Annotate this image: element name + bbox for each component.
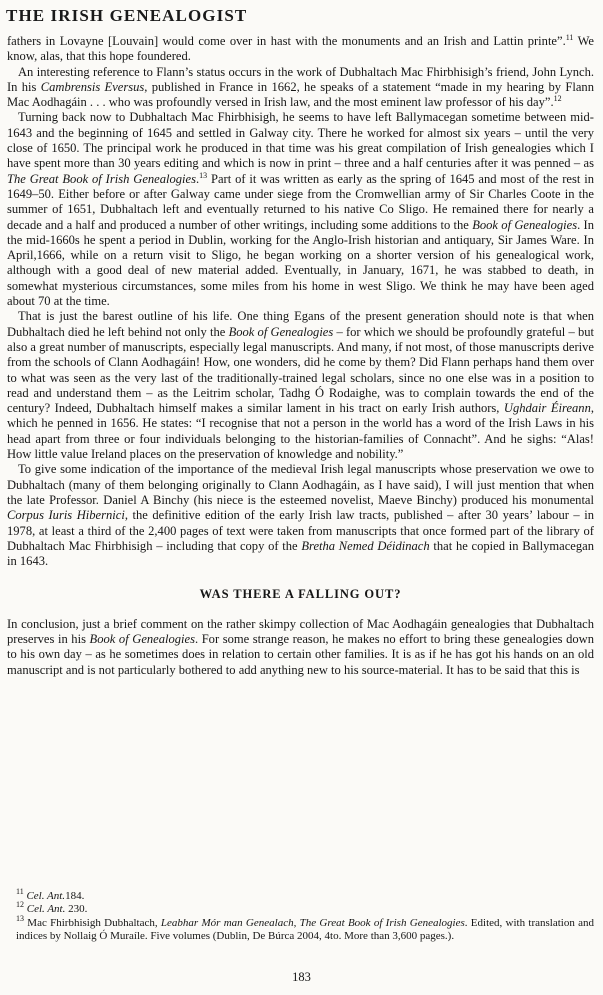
paragraph-3: Turning back now to Dubhaltach Mac Fhirbhisigh, he seems to have left Ballymacegan sometime between mid-1643 and the beginning of 1645 and settled in Galway city. There he worked for almost six years – until the very close of 1650. The principal work he produced in that time was his great compilation of Irish genealogies which I have spent more than 30 years editing and which is now in print – three and a half centuries after it was penned – as The Great Book of Irish Genealogies.$^{13}$ Part of it was written as early as the spring of 1645 and most of the rest in 1649–50. Either before or after Galway came under siege from the Cromwellian army of Sir Charles Coote in the summer of 1651, Dubhaltach left and eventually returned to his native Co Sligo. He remained there for nearly a decade and a half and produced a number of other writings, including some additions to the Book of Genealogies. In the mid-1660s he spent a period in Dublin, working for the Anglo-Irish historian and antiquary, Sir James Ware. In April,1666, while on a return visit to Sligo, he began working on a shorter version of his genealogical work, although with a good deal of new material added. Eventually, in January, 1671, he was stabbed to death, in somewhat mysterious circumstances, some miles from his home in west Sligo. We think he may have been aged about 70 at the time. xyxy=(7,110,594,309)
footnote-11: $^{11}$ Cel. Ant.184. xyxy=(16,887,85,902)
footnote-12: $^{12}$ Cel. Ant. 230. xyxy=(16,900,88,916)
footnote-ref-11[interactable]: 11 xyxy=(565,33,574,42)
section-heading: WAS THERE A FALLING OUT? xyxy=(199,587,402,602)
footnote-ref-12[interactable]: 12 xyxy=(553,94,562,104)
paragraph-6: In conclusion, just a brief comment on the rather skimpy collection of Mac Aodhagáin genealogies that Dubhaltach preserves in his Book of Genealogies. For some strange reason, he makes no effort to bring these genealogies down to his own day – as he sometimes does in relation to certain other families. It is as if he has got his hands on an old manuscript and is not particularly bothered to add anything new to his source-material. It has to be said that this is xyxy=(7,616,595,677)
body-text xyxy=(7,34,594,678)
page-number: 183 xyxy=(292,970,311,984)
paragraph-5: To give some indication of the importance of the medieval Irish legal manuscripts whose preservation we owe to Dubhaltach (many of them belonging originally to Clann Aodhagáin, as I have said), I will just mention that when the late Professor. Daniel A Binchy (his niece is the esteemed novelist, Maeve Binchy) produced his monumental Corpus Iuris Hibernici, the definitive edition of the early Irish law tracts, published – after 30 years’ labour – in 1978, at least a third of the 2,400 pages of text were taken from manuscripts that once formed part of the library of Dubhaltach Mac Fhirbhisigh – including that copy of the Bretha Nemed Déidinach that he copied in Ballymacegan in 1643. xyxy=(7,462,594,569)
paragraph-1: fathers in Lovayne [Louvain] would come over in hast with the monuments and an Irish and Lattin printe”.$^{11}$ We know, alas, that this hope foundered. xyxy=(7,33,594,64)
footnote-13: $^{13}$ Mac Fhirbhisigh Dubhaltach, Leabhar Mór man Genealach, The Great Book of Irish Genealogies. Edited, with translation and indices by Nollaig Ó Muraíle. Five volumes (Dublin, De Búrca 2004, 4to. More than 3,600 pages.). xyxy=(16,913,594,943)
running-head: THE IRISH GENEALOGIST xyxy=(6,6,248,25)
paragraph-2: An interesting reference to Flann’s status occurs in the work of Dubhaltach Mac Fhirbhisigh’s friend, John Lynch. In his Cambrensis Eversus, published in France in 1662, he speaks of a statement “made in my hearing by Flann Mac Aodhagáin . . . who was profoundly versed in Irish law, and the most eminent law professor of his day”.$^{12}$ xyxy=(7,64,594,110)
paragraph-4: That is just the barest outline of his life. One thing Egans of the present generation should note is that when Dubhaltach died he left behind not only the Book of Genealogies – for which we should be profoundly grateful – but also a great number of manuscripts, especially legal manuscripts. And many, if not most, of those manuscripts derive from the schools of Clann Aodhagáin! How, one wonders, did he come by them? Did Flann perhaps hand them over to what was seen as the very last of the traditionally-trained legal scholars, since no one else was in a position to read and understand them – as the Leitrim scholar, Tadhg Ó Rodaighe, was to complain towards the end of the century? Indeed, Dubhaltach himself makes a similar lament in his tract on early Irish authors, Ughdair Éireann, which he penned in 1656. He states: “I recognise that not a person in the world has a word of the Irish Laws in his head apart from three or four individuals belonging to the historian-families of Connacht”. And he sighs: “Alas! How little value Ireland places on the preservation of knowledge and nobility.” xyxy=(7,309,595,462)
footnotes xyxy=(7,887,594,944)
footnote-ref-13[interactable]: 13 xyxy=(199,170,208,180)
